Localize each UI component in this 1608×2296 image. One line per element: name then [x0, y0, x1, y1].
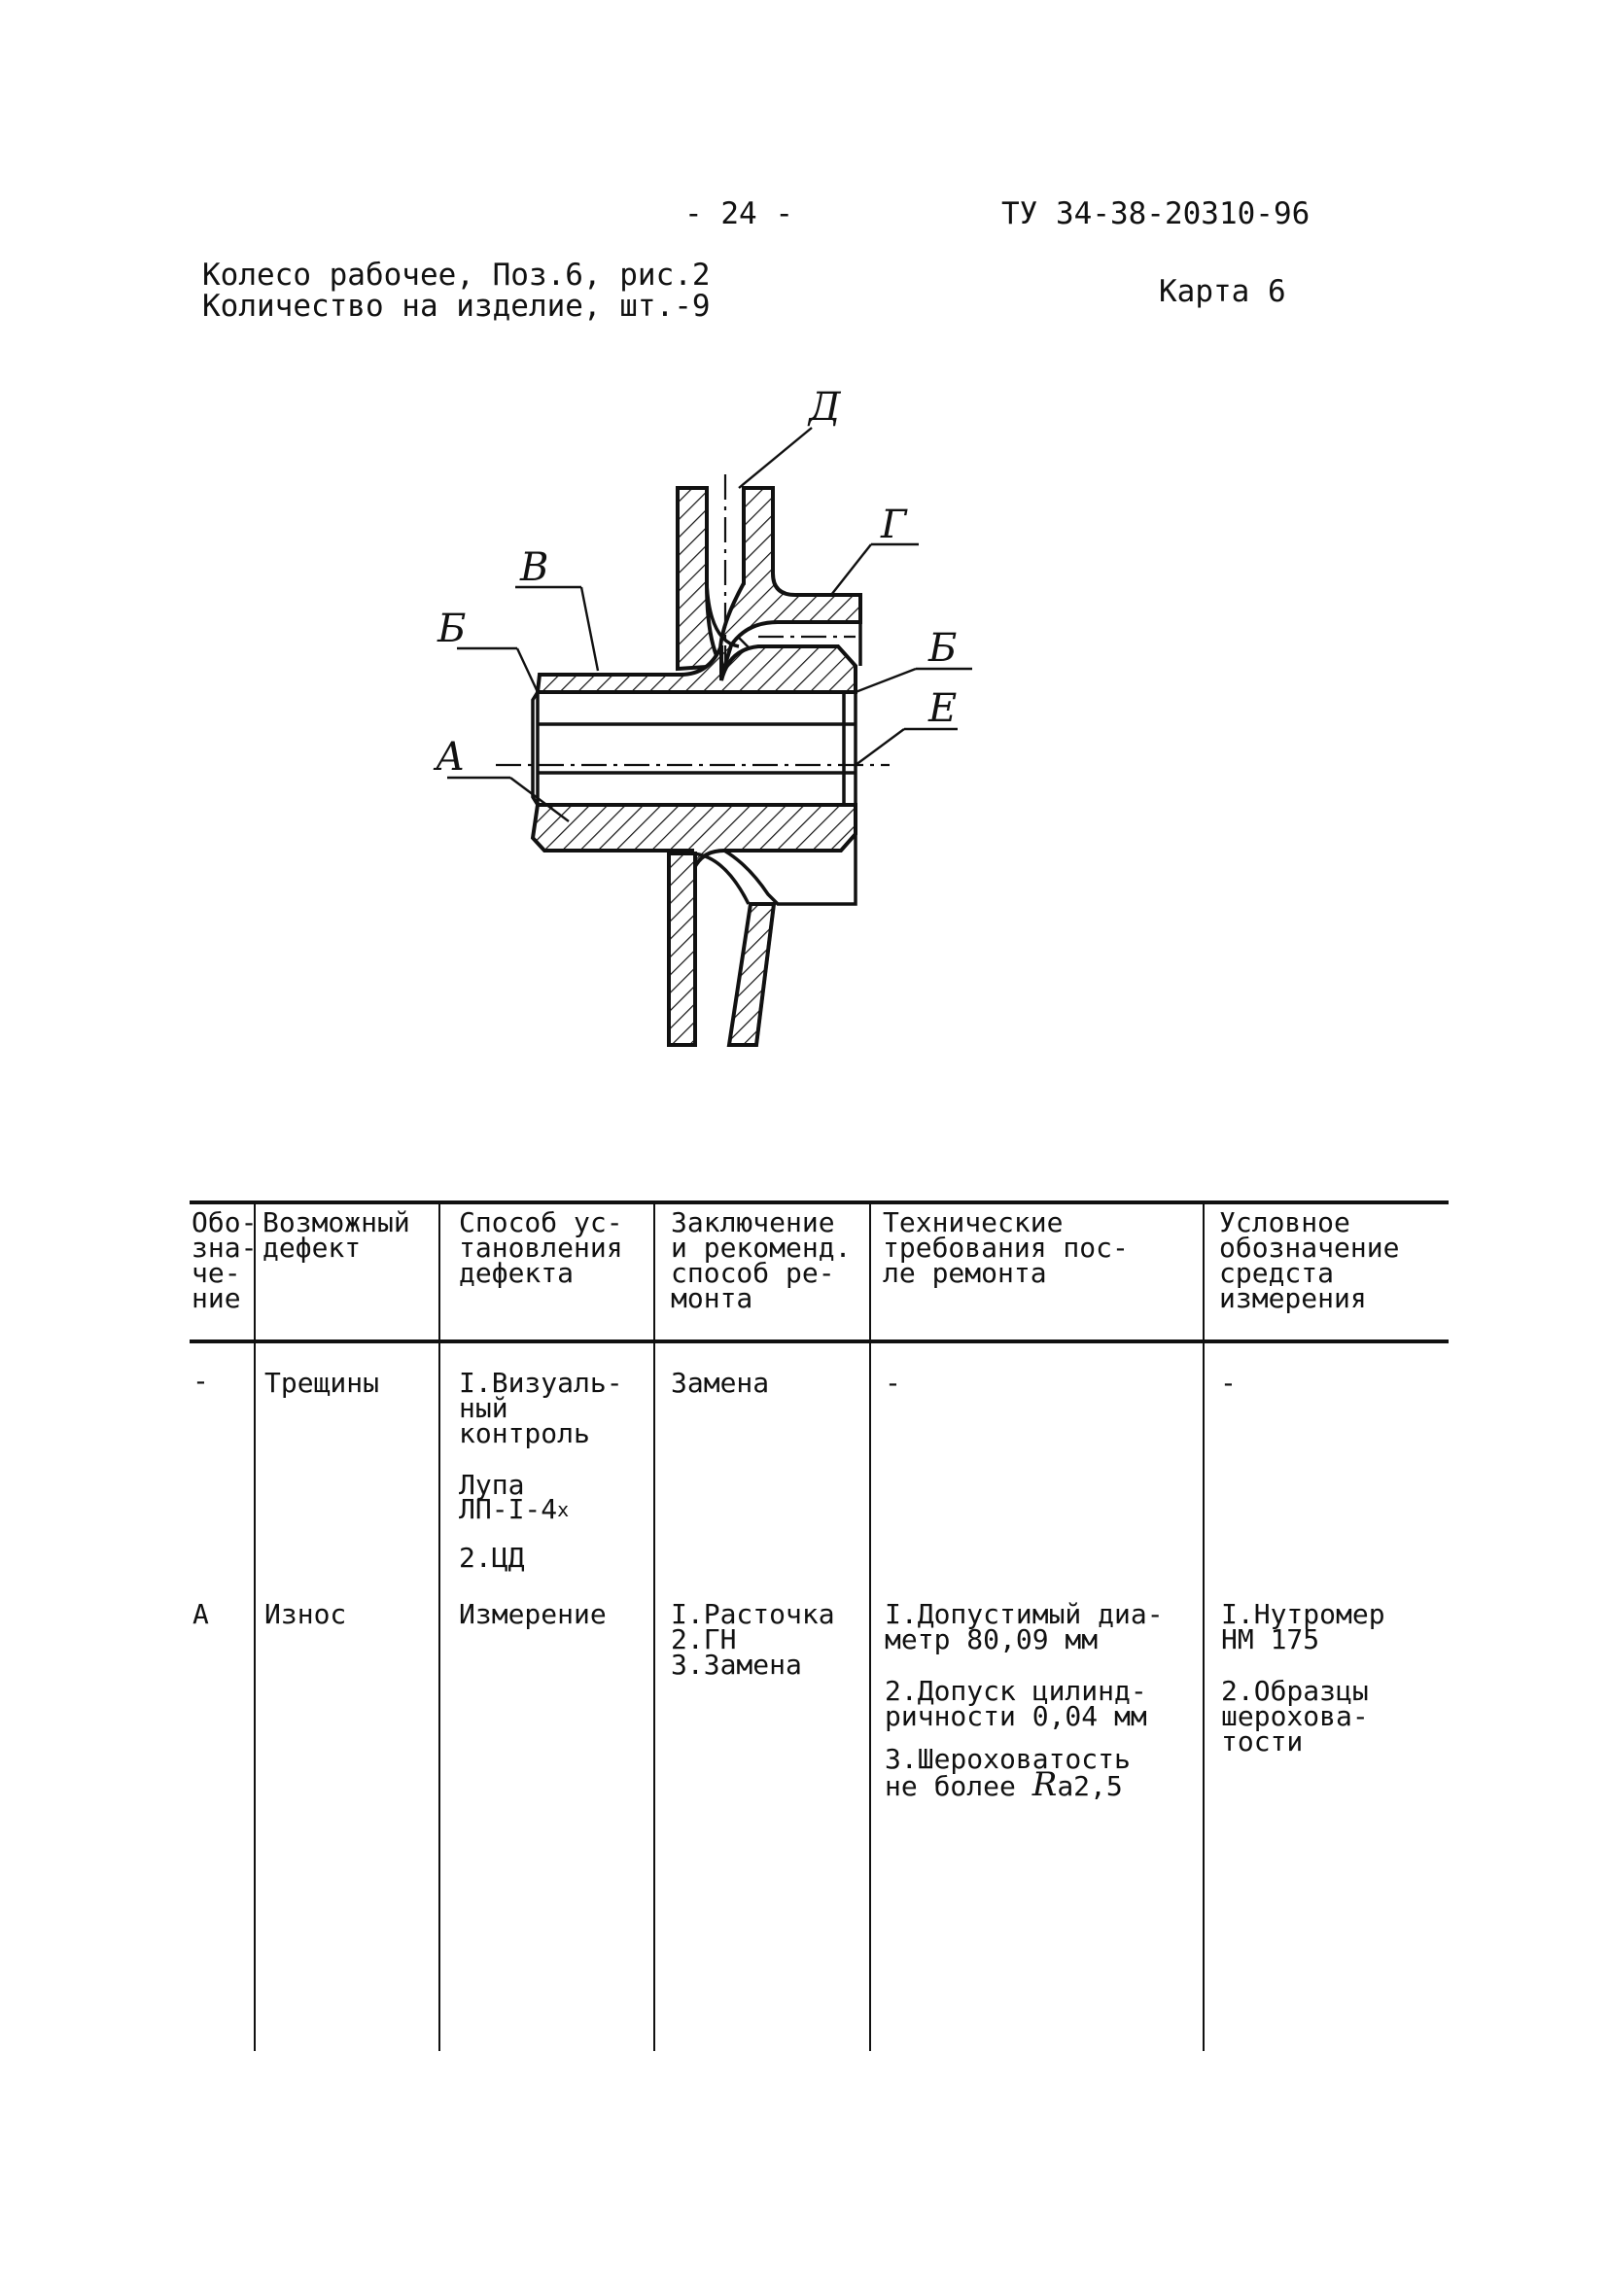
table-row-2-method: Измерение — [459, 1598, 607, 1630]
label-e: Е — [928, 686, 958, 731]
page-number: - 24 - — [684, 196, 793, 231]
table-row-2-req-cylindricity: 2.Допуск цилинд- ричности 0,04 мм — [885, 1675, 1147, 1732]
label-b-left: Б — [437, 607, 467, 651]
table-row-2-req-roughness-value: не более Rа2,5 — [885, 1765, 1123, 1804]
table-row-2-req-diameter: I.Допустимый диа- метр 80,09 мм — [885, 1598, 1164, 1655]
label-v: В — [520, 545, 549, 590]
table-row-2-mark: А — [192, 1598, 209, 1630]
upper-disc-section — [678, 488, 721, 669]
table-row-1-method-visual: I.Визуаль- ный контроль — [459, 1367, 623, 1449]
table-row-1-requirements: - — [885, 1367, 901, 1399]
document-code: ТУ 34-38-20310-96 — [1001, 196, 1311, 231]
header-detection-method: Способ ус- тановления дефекта — [459, 1206, 623, 1289]
impeller-section-drawing — [0, 0, 1608, 1089]
header-repair-recommendation: Заключение и рекоменд. способ ре- монта — [671, 1206, 852, 1314]
table-row-2-repair: I.Расточка 2.ГН 3.Замена — [671, 1598, 835, 1681]
table-row-2-defect: Износ — [264, 1598, 347, 1630]
card-number: Карта 6 — [1159, 274, 1286, 309]
upper-shroud-section — [720, 488, 860, 671]
table-row-1-method-penetrant: 2.ЦД — [459, 1542, 525, 1574]
label-d: Д — [809, 385, 841, 430]
table-row-1-repair: Замена — [671, 1367, 770, 1399]
header-instrument: Условное обозначение средста измерения — [1219, 1206, 1400, 1314]
header-defect: Возможный дефект — [262, 1206, 410, 1264]
table-row-2-req-roughness: 3.Шероховатость — [885, 1743, 1131, 1775]
table-row-1-method-magnifier-model: ЛП-I-4$^x$ — [459, 1493, 570, 1525]
lower-disc-section — [669, 853, 695, 1045]
label-b-right: Б — [928, 626, 958, 671]
table-row-1-instrument: - — [1220, 1367, 1237, 1399]
part-quantity-line: Количество на изделие, шт.-9 — [202, 289, 711, 324]
hatched-section — [533, 488, 860, 1045]
table-row-1-mark: - — [192, 1365, 209, 1397]
label-a: А — [436, 735, 466, 780]
table-row-1-defect: Трещины — [264, 1367, 380, 1399]
table-row-1-method-magnifier: Лупа — [459, 1469, 525, 1501]
lower-shroud-section — [729, 904, 774, 1045]
table-row-2-instrument-bore-gauge: I.Нутромер НМ 175 — [1221, 1598, 1385, 1655]
header-designation: Обо- зна- че- ние — [192, 1206, 258, 1314]
table-row-2-instrument-roughness-samples: 2.Образцы шерохова- тости — [1221, 1675, 1369, 1757]
label-g: Г — [881, 503, 907, 547]
part-name-line: Колесо рабочее, Поз.6, рис.2 — [202, 258, 711, 293]
header-requirements: Технические требования пос- ле ремонта — [883, 1206, 1129, 1289]
